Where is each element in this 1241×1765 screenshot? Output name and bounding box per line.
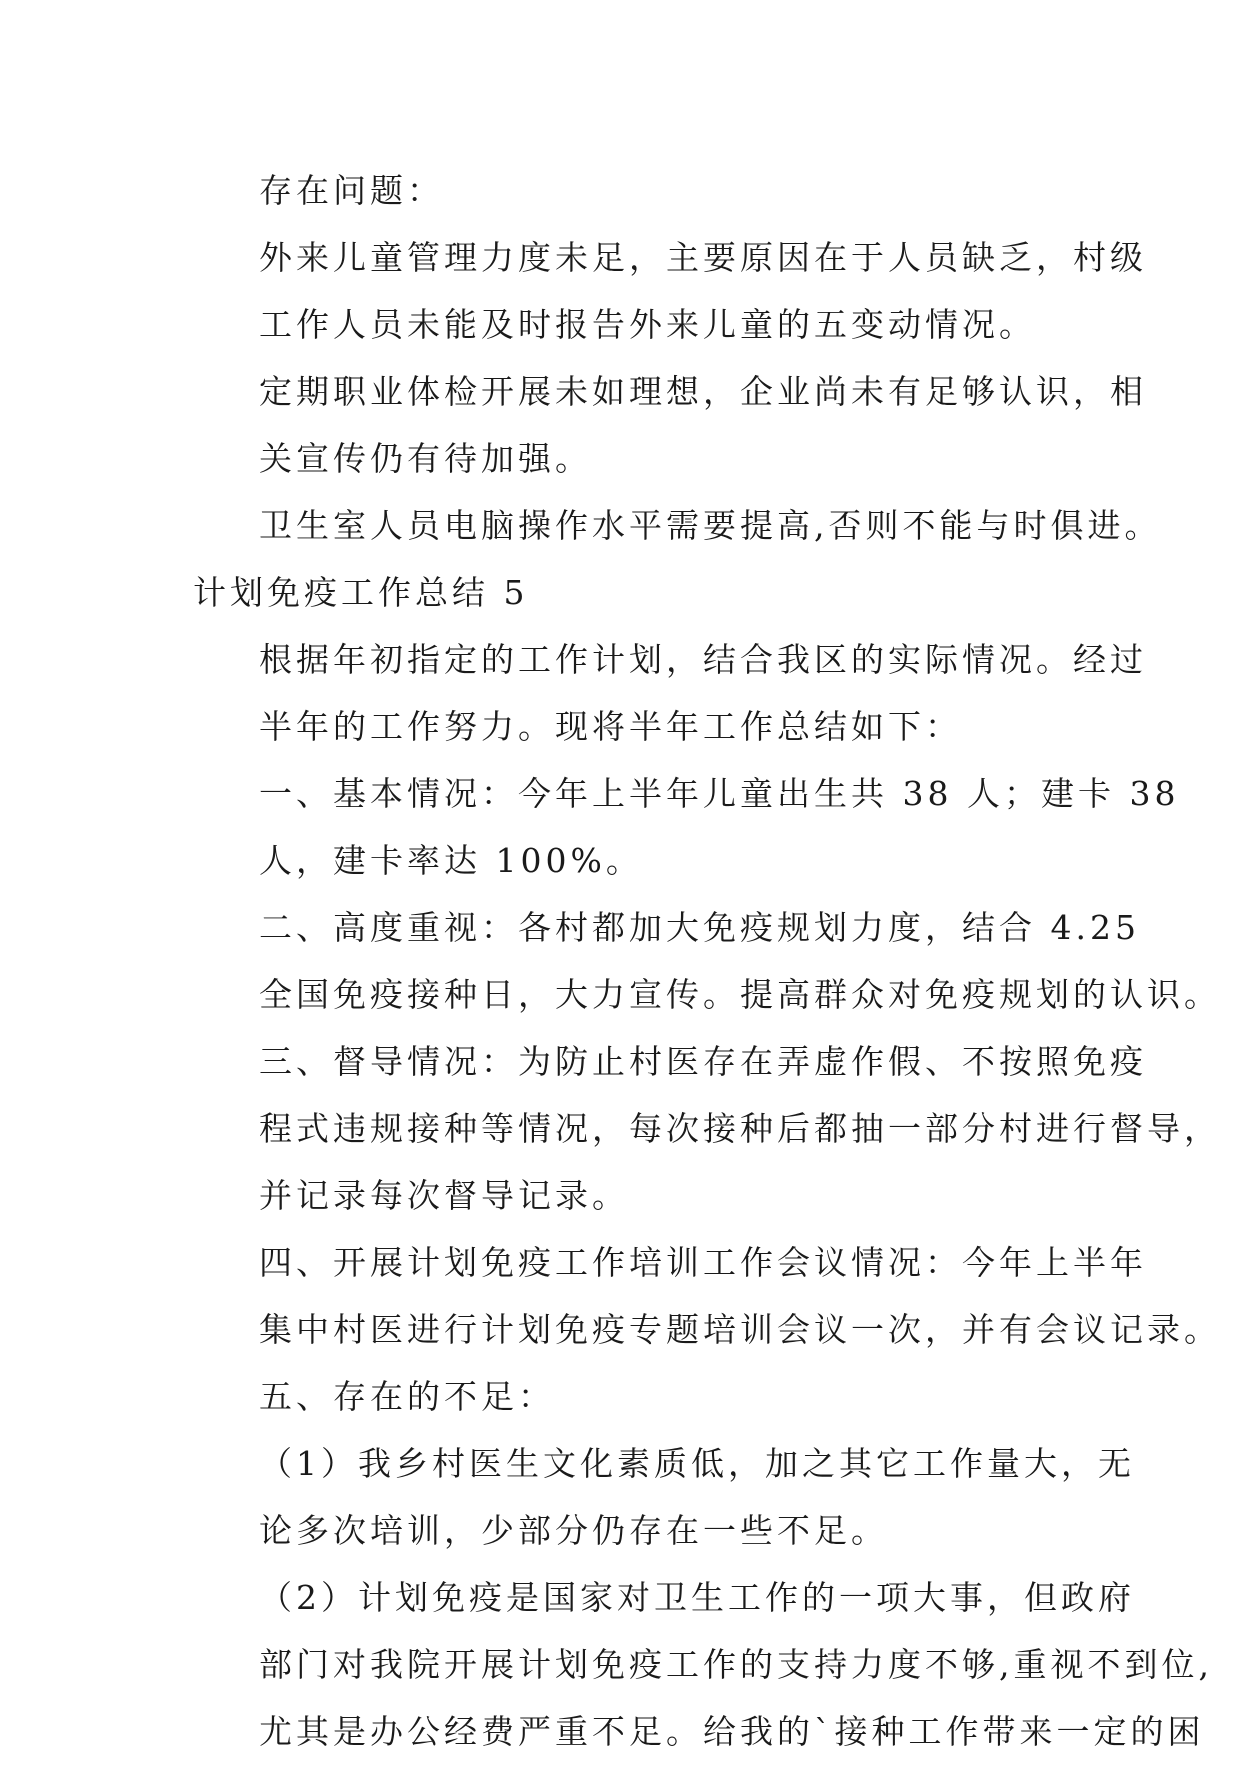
- text-line: 三、督导情况：为防止村医存在弄虚作假、不按照免疫: [259, 1042, 1147, 1081]
- text-line: 程式违规接种等情况，每次接种后都抽一部分村进行督导，: [259, 1109, 1221, 1148]
- text-line: 工作人员未能及时报告外来儿童的五变动情况。: [259, 305, 1036, 344]
- text-line: 定期职业体检开展未如理想，企业尚未有足够认识，相: [259, 372, 1147, 411]
- body-paragraph: [193, 760, 1180, 894]
- text-line: 集中村医进行计划免疫专题培训会议一次，并有会议记录。: [259, 1310, 1221, 1349]
- body-paragraph: [193, 894, 1221, 1028]
- text-line: 全国免疫接种日，大力宣传。提高群众对免疫规划的认识。: [259, 975, 1221, 1014]
- text-line: 外来儿童管理力度未足，主要原因在于人员缺乏，村级: [259, 238, 1147, 277]
- body-paragraph: [193, 1564, 1213, 1765]
- text-line: 二、高度重视：各村都加大免疫规划力度，结合 4.25: [259, 908, 1140, 947]
- body-paragraph: [193, 1363, 1053, 1430]
- body-paragraph: [193, 224, 1147, 358]
- text-line: 并记录每次督导记录。: [259, 1176, 629, 1215]
- body-paragraph: [193, 1430, 1135, 1564]
- body-paragraph: [193, 358, 1147, 492]
- text-line: 根据年初指定的工作计划，结合我区的实际情况。经过: [259, 640, 1147, 679]
- text-line: 论多次培训，少部分仍存在一些不足。: [259, 1511, 888, 1550]
- text-line: 四、开展计划免疫工作培训工作会议情况：今年上半年: [259, 1243, 1147, 1282]
- body-paragraph: [193, 1229, 1221, 1363]
- section-heading: [193, 559, 1053, 626]
- text-line: 人，建卡率达 100%。: [259, 841, 643, 880]
- text-line: 计划免疫工作总结 5: [193, 573, 529, 612]
- text-line: 五、存在的不足：: [259, 1377, 555, 1416]
- text-line: 一、基本情况：今年上半年儿童出生共 38 人；建卡 38: [259, 774, 1180, 813]
- body-paragraph: [193, 157, 1053, 224]
- text-line: （2）计划免疫是国家对卫生工作的一项大事，但政府: [259, 1578, 1135, 1617]
- body-paragraph: [193, 1028, 1221, 1229]
- text-line: 存在问题：: [259, 171, 444, 210]
- text-line: 卫生室人员电脑操作水平需要提高,否则不能与时俱进。: [259, 506, 1162, 545]
- text-line: （1）我乡村医生文化素质低，加之其它工作量大，无: [259, 1444, 1135, 1483]
- text-line: 尤其是办公经费严重不足。给我的`接种工作带来一定的困: [259, 1712, 1205, 1751]
- text-line: 部门对我院开展计划免疫工作的支持力度不够,重视不到位,: [259, 1645, 1213, 1684]
- text-line: 半年的工作努力。现将半年工作总结如下：: [259, 707, 962, 746]
- body-paragraph: [193, 492, 1162, 559]
- body-paragraph: [193, 626, 1147, 760]
- text-line: 关宣传仍有待加强。: [259, 439, 592, 478]
- document-body: [193, 157, 1221, 1765]
